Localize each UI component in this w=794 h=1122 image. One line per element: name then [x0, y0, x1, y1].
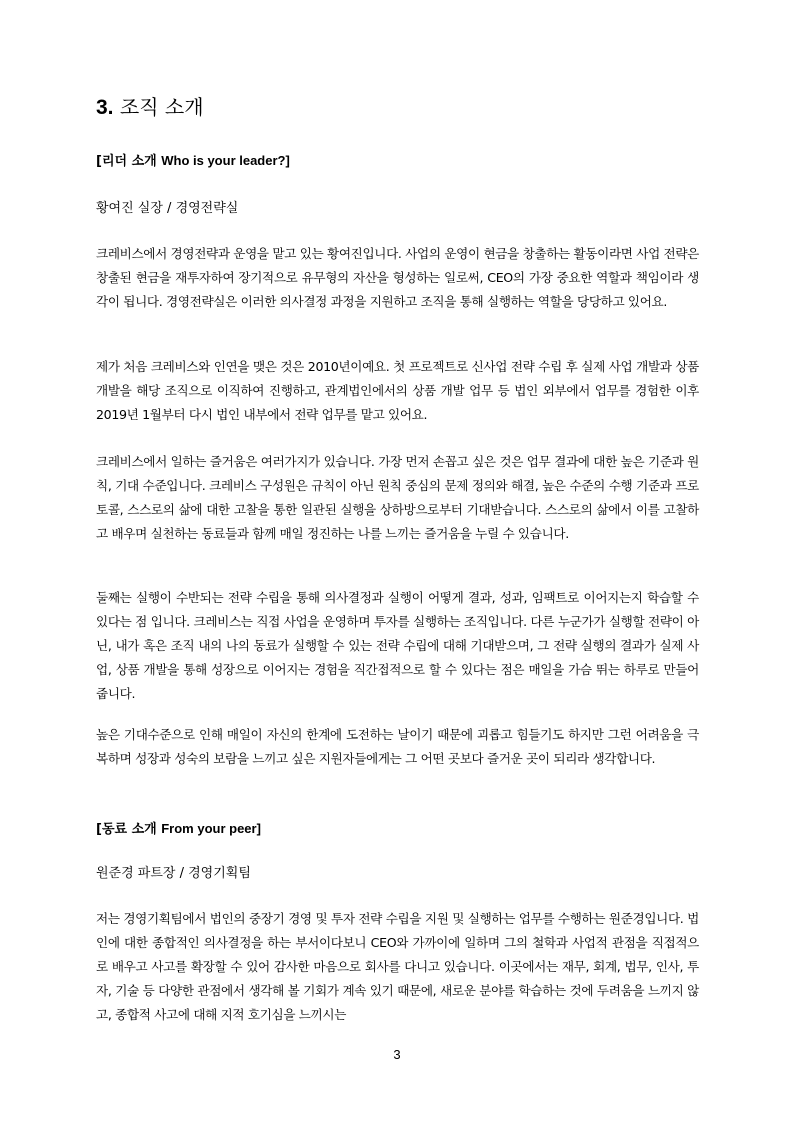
- leader-paragraph-4: 둘째는 실행이 수반되는 전략 수립을 통해 의사결정과 실행이 어떻게 결과, 성과, 임팩트로 이어지는지 학습할 수 있다는 점 입니다. 크레비스는 직접 사업을 운영하며 투자를 실행하는 조직입니다. 다른 누군가가 실행할 전략이 아닌, 내가 혹은 조직 내의 나의 동료가 실행할 수 있는 전략 수립에 대해 기대받으며, 그 전략 실행의 결과가 실제 사업, 상품 개발을 통해 성장으로 이어지는 경험을 직간접적으로 할 수 있다는 점은 매일을 가슴 뛰는 하루로 만들어 줍니다.: [96, 590, 699, 701]
- page-number: 3: [393, 1047, 401, 1062]
- leader-paragraph-3: 크레비스에서 일하는 즐거움은 여러가지가 있습니다. 가장 먼저 손꼽고 싶은 것은 업무 결과에 대한 높은 기준과 원칙, 기대 수준입니다. 크레비스 구성원은 규칙이 아닌 원칙 중심의 문제 정의와 해결, 높은 수준의 수행 기준과 프로토콜, 스스로의 삶에 대한 고찰을 통한 일관된 실행을 상하방으로부터 기대받습니다. 스스로의 삶에서 이를 고찰하고 배우며 실천하는 동료들과 함께 매일 정진하는 나를 느끼는 즐거움을 누릴 수 있습니다.: [96, 454, 699, 541]
- peer-heading-latin: From your peer]: [161, 821, 261, 836]
- peer-name: 원준경 파트장 / 경영기획팀: [96, 866, 251, 881]
- leader-paragraph-2: 제가 처음 크레비스와 인연을 맺은 것은 2010년이예요. 첫 프로젝트로 신사업 전략 수립 후 실제 사업 개발과 상품 개발을 해당 조직으로 이직하여 진행하고, 관계법인에서의 상품 개발 업무 등 법인 외부에서 업무를 경험한 이후 2019년 1월부터 다시 법인 내부에서 전략 업무를 맡고 있어요.: [96, 359, 699, 422]
- peer-heading-prefix: [동료 소개: [96, 822, 162, 837]
- peer-heading: [96, 817, 699, 842]
- leader-heading: [96, 149, 699, 174]
- leader-heading-latin: Who is your leader?]: [161, 153, 290, 168]
- leader-paragraph-5: 높은 기대수준으로 인해 매일이 자신의 한계에 도전하는 날이기 때문에 괴롭고 힘들기도 하지만 그런 어려움을 극복하며 성장과 성숙의 보람을 느끼고 싶은 지원자들에게는 그 어떤 곳보다 즐거운 곳이 되리라 생각합니다.: [96, 727, 699, 766]
- leader-heading-prefix: [리더 소개: [96, 154, 162, 169]
- peer-paragraph-1: 저는 경영기획팀에서 법인의 중장기 경영 및 투자 전략 수립을 지원 및 실행하는 업무를 수행하는 원준경입니다. 법인에 대한 종합적인 의사결정을 하는 부서이다보니 CEO와 가까이에 일하며 그의 철학과 사업적 관점을 직접적으로 배우고 사고를 확장할 수 있어 감사한 마음으로 회사를 다니고 있습니다. 이곳에서는 재무, 회계, 법무, 인사, 투자, 기술 등 다양한 관점에서 생각해 볼 기회가 계속 있기 때문에, 새로운 분야를 학습하는 것에 두려움을 느끼지 않고, 종합적 사고에 대해 지적 호기심을 느끼시는: [96, 911, 699, 1022]
- leader-name: 황여진 실장 / 경영전략실: [96, 201, 239, 216]
- section-number: 3.: [96, 96, 114, 119]
- leader-paragraph-1: 크레비스에서 경영전략과 운영을 맡고 있는 황여진입니다. 사업의 운영이 현금을 창출하는 활동이라면 사업 전략은 창출된 현금을 재투자하여 장기적으로 유무형의 자산을 형성하는 일로써, CEO의 가장 중요한 역할과 책임이라 생각이 됩니다. 경영전략실은 이러한 의사결정 과정을 지원하고 조직을 통해 실행하는 역할을 당당하고 있어요.: [96, 246, 699, 309]
- section-title: [96, 92, 204, 123]
- section-title-text: 조직 소개: [113, 95, 204, 119]
